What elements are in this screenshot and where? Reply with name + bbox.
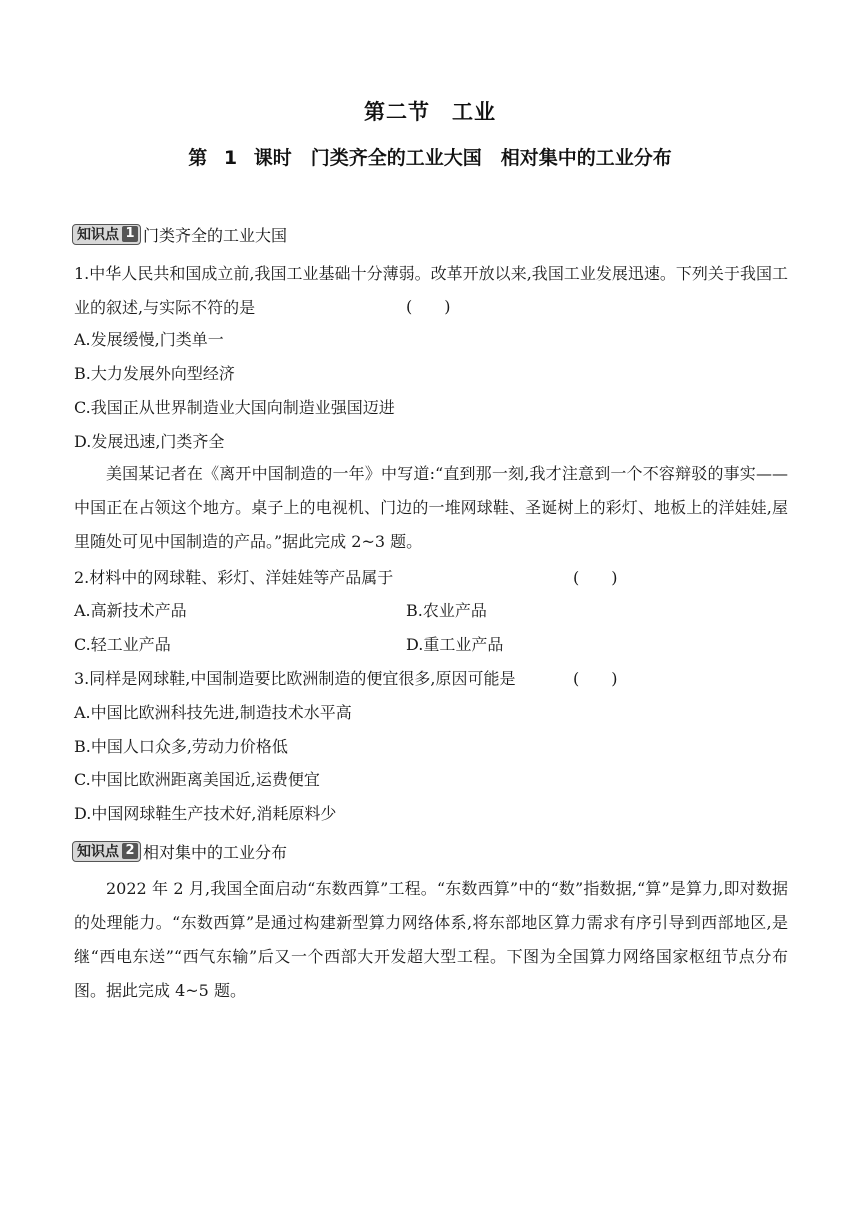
material-passage-2: 2022 年 2 月,我国全面启动“东数西算”工程。“东数西算”中的“数”指数据,“算”是算力,即对数据的处理能力。“东数西算”是通过构建新型算力网络体系,将东部地区算力需求有序引导到西部地区,是继“西电东送”“西气东输”后又一个西部大开发超大型工程。下图为全国算力网络国家枢纽节点分布图。据此完成 4~5 题。 <box>74 879 788 1000</box>
section-title: 第二节 工业 <box>364 100 496 124</box>
q1-option-b: B.大力发展外向型经济 <box>74 364 235 383</box>
q1-option-a: A.发展缓慢,门类单一 <box>74 330 224 349</box>
q2-option-d: D.重工业产品 <box>406 635 504 654</box>
knowledge-point-title: 相对集中的工业分布 <box>143 842 288 862</box>
knowledge-point-title: 门类齐全的工业大国 <box>143 225 288 245</box>
question-1-stem: 1.中华人民共和国成立前,我国工业基础十分薄弱。改革开放以来,我国工业发展迅速。下列关于我国工业的叙述,与实际不符的是 <box>74 264 788 317</box>
q2-option-c: C.轻工业产品 <box>74 635 171 654</box>
knowledge-point-badge: 知识点 1 <box>72 224 141 245</box>
question-2-stem: 2.材料中的网球鞋、彩灯、洋娃娃等产品属于 <box>74 568 394 587</box>
answer-bracket-3: ( ) <box>573 669 618 688</box>
q3-option-b: B.中国人口众多,劳动力价格低 <box>74 737 288 756</box>
question-3-stem: 3.同样是网球鞋,中国制造要比欧洲制造的便宜很多,原因可能是 <box>74 669 516 688</box>
q3-option-c: C.中国比欧洲距离美国近,运费便宜 <box>74 770 320 789</box>
knowledge-point-badge: 知识点 2 <box>72 841 141 862</box>
q1-option-d: D.发展迅速,门类齐全 <box>74 432 225 451</box>
answer-bracket-1: ( ) <box>406 297 451 316</box>
q1-option-c: C.我国正从世界制造业大国向制造业强国迈进 <box>74 398 395 417</box>
knowledge-point-1-header <box>72 222 287 246</box>
knowledge-point-number: 1 <box>122 226 138 242</box>
knowledge-point-2-header <box>72 839 287 863</box>
lesson-title: 第 1 课时 门类齐全的工业大国 相对集中的工业分布 <box>188 147 672 169</box>
q3-option-a: A.中国比欧洲科技先进,制造技术水平高 <box>74 703 352 722</box>
q2-option-a: A.高新技术产品 <box>74 601 187 620</box>
q3-option-d: D.中国网球鞋生产技术好,消耗原料少 <box>74 804 337 823</box>
knowledge-point-number: 2 <box>122 843 138 859</box>
material-passage-1: 美国某记者在《离开中国制造的一年》中写道:“直到那一刻,我才注意到一个不容辩驳的事实——中国正在占领这个地方。桌子上的电视机、门边的一堆网球鞋、圣诞树上的彩灯、地板上的洋娃娃,屋里随处可见中国制造的产品。”据此完成 2~3 题。 <box>74 464 788 551</box>
q2-option-b: B.农业产品 <box>406 601 487 620</box>
answer-bracket-2: ( ) <box>573 568 618 587</box>
